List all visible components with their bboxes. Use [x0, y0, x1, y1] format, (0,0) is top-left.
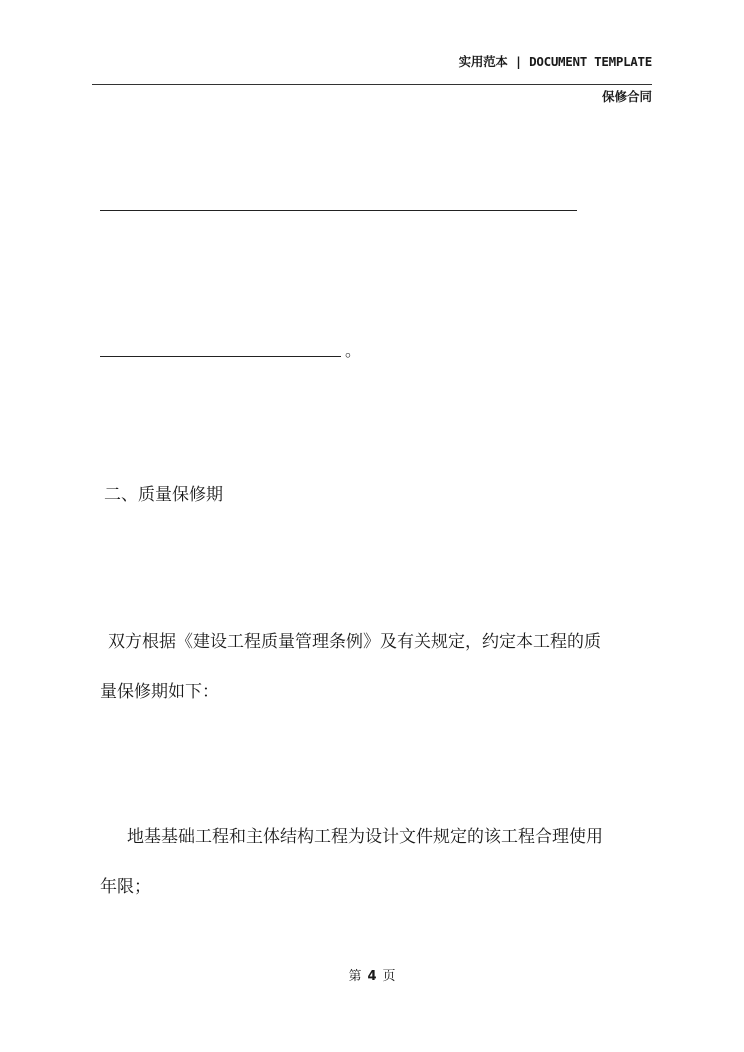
- paragraph-line: 地基基础工程和主体结构工程为设计文件规定的该工程合理使用: [127, 827, 603, 847]
- fill-in-blank-line: [100, 356, 341, 357]
- header-title: 实用范本 | DOCUMENT TEMPLATE: [458, 54, 652, 69]
- page-footer: [0, 965, 744, 984]
- paragraph-line: 年限；: [100, 877, 151, 897]
- paragraph-line: 双方根据《建设工程质量管理条例》及有关规定，约定本工程的质: [108, 632, 601, 652]
- paragraph-line: 量保修期如下：: [100, 682, 219, 702]
- footer-prefix: 第: [348, 969, 362, 984]
- header-divider: [92, 84, 652, 85]
- section-heading: 二、质量保修期: [104, 485, 223, 505]
- header-subtitle: 保修合同: [601, 89, 652, 104]
- fill-in-blank-line: [100, 210, 577, 211]
- blank-line-period: 。: [345, 341, 362, 360]
- footer-suffix: 页: [382, 969, 396, 984]
- page-number: 4: [367, 969, 377, 984]
